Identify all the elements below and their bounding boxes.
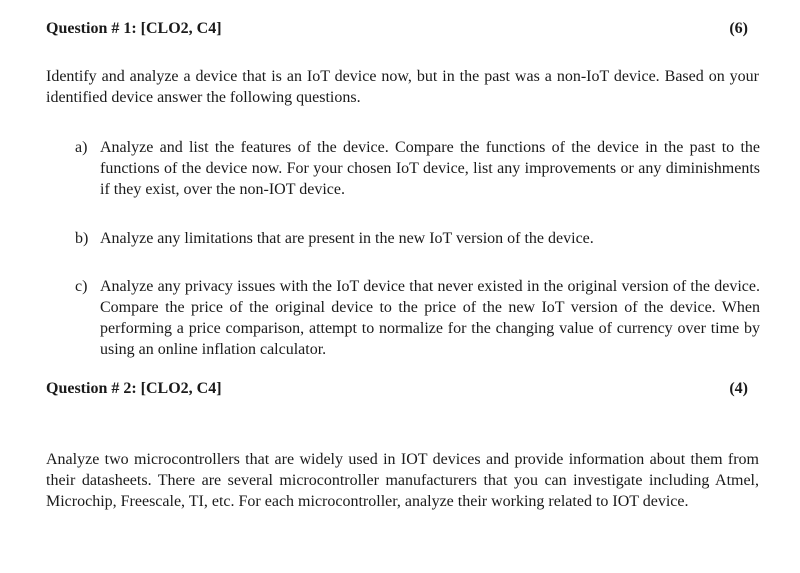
item-marker: c)	[75, 278, 88, 295]
question-2-marks: (4)	[729, 380, 748, 397]
question-1-item-b	[75, 228, 760, 249]
question-1-item-c	[75, 276, 760, 360]
item-text: Analyze any limitations that are present in the new IoT version of the device.	[100, 230, 594, 247]
item-text: Analyze and list the features of the device. Compare the functions of the device in the past to the functions of the device now. For your chosen IoT device, list any improvements or any diminishments if they exist, over the non-IOT device.	[100, 139, 760, 198]
question-1-intro: Identify and analyze a device that is an IoT device now, but in the past was a non-IoT device. Based on your identified device answer the following questions.	[46, 68, 759, 106]
question-1-marks: (6)	[729, 20, 748, 37]
question-2-title: Question # 2: [CLO2, C4]	[46, 380, 222, 397]
question-1-item-a	[75, 137, 760, 200]
item-marker: a)	[75, 139, 88, 156]
question-1-title: Question # 1: [CLO2, C4]	[46, 20, 222, 37]
item-marker: b)	[75, 230, 89, 247]
item-text: Analyze any privacy issues with the IoT device that never existed in the original version of the device. Compare the price of the original device to the price of the new IoT version of the device. When performing a price comparison, attempt to normalize for the changing value of currency over time by using an online inflation calculator.	[100, 278, 760, 358]
question-2-body: Analyze two microcontrollers that are widely used in IOT devices and provide information about them from their datasheets. There are several microcontroller manufacturers that you can investigate including Atmel, Microchip, Freescale, TI, etc. For each microcontroller, analyze their working related to IOT device.	[46, 451, 759, 510]
